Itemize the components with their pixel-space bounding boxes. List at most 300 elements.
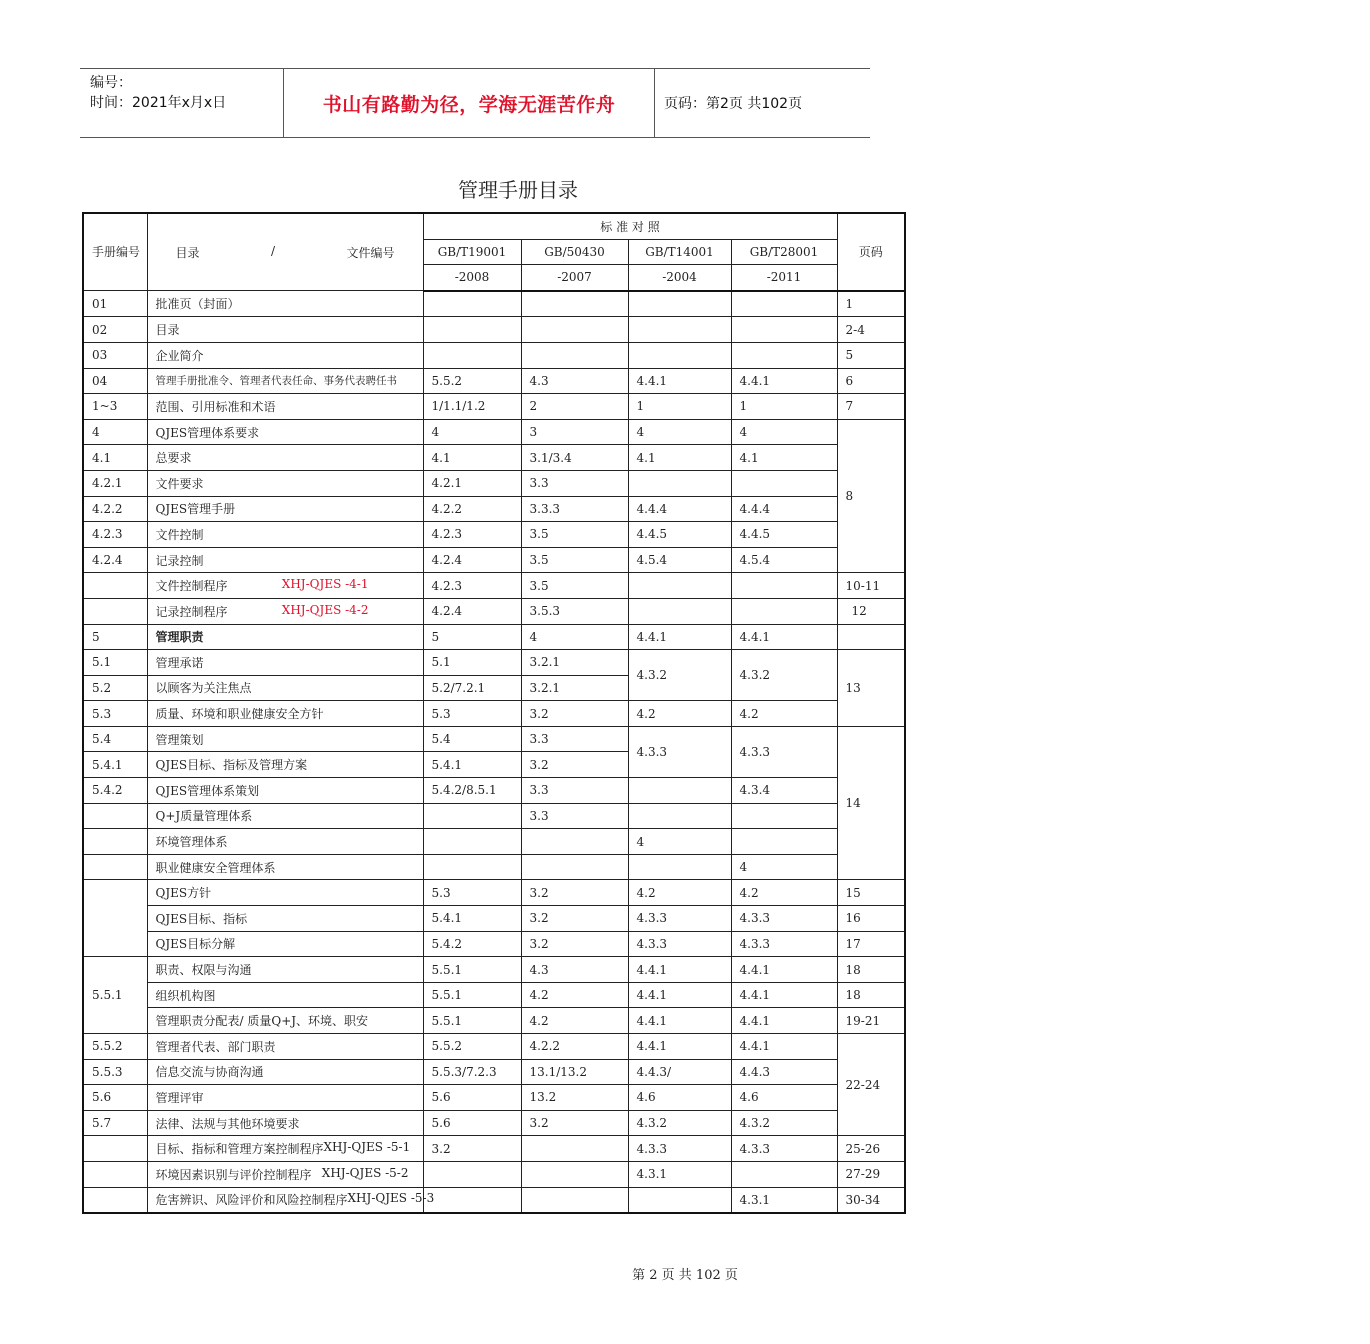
cell-manual-number [83,854,147,880]
cell-std-gbt28001 [731,1161,837,1187]
cell-std-gbt19001: 4 [423,419,521,445]
cell-std-gbt19001: 5.5.2 [423,1034,521,1060]
cell-std-gbt28001: 4 [731,419,837,445]
cell-std-gbt14001: 4.4.1 [628,1008,731,1034]
cell-toc-title [147,803,423,829]
cell-std-gbt19001: 4.2.4 [423,547,521,573]
cell-std-gb50430: 3.3 [521,470,628,496]
cell-std-gb50430 [521,342,628,368]
cell-std-gbt14001: 4.4.3/ [628,1059,731,1085]
cell-std-gbt28001 [731,342,837,368]
table-row [83,650,905,676]
cell-std-gb50430 [521,1161,628,1187]
cell-std-gbt14001: 4.3.3 [628,1136,731,1162]
cell-std-gbt14001 [628,1187,731,1213]
cell-toc-title [147,752,423,778]
cell-std-gbt19001: 5.4.2/8.5.1 [423,778,521,804]
cell-std-gbt28001: 4.3.1 [731,1187,837,1213]
toc-title-text: 危害辨识、风险评价和风险控制程序 [155,1193,348,1208]
cell-manual-number: 5.6 [83,1085,147,1111]
cell-std-gbt19001 [423,317,521,343]
toc-title-text: 信息交流与协商沟通 [155,1065,264,1080]
cell-std-gbt19001: 5.4.1 [423,752,521,778]
cell-std-gbt14001: 4.4.4 [628,496,731,522]
cell-page: 18 [837,982,905,1008]
table-row [83,778,905,804]
table-row [83,854,905,880]
table-row [83,1059,905,1085]
header-std-gbt14001: GB/T14001 [628,239,731,265]
cell-std-gb50430: 2 [521,394,628,420]
toc-title-text: 企业简介 [155,348,204,363]
cell-std-gbt28001 [731,803,837,829]
cell-std-gbt14001 [628,598,731,624]
cell-toc-title [147,1136,423,1162]
table-row [83,368,905,394]
toc-title-text: 职责、权限与沟通 [155,963,252,978]
cell-std-gbt28001: 4.4.1 [731,957,837,983]
cell-page [837,624,905,650]
table-row [83,803,905,829]
cell-std-gbt19001: 4.2.3 [423,573,521,599]
toc-document-number: XHJ-QJES -5-2 [321,1165,409,1180]
cell-page: 16 [837,906,905,932]
cell-std-gb50430: 3.3.3 [521,496,628,522]
cell-std-gbt19001: 5.5.1 [423,982,521,1008]
cell-std-gbt28001 [731,470,837,496]
header-std-gbt28001: GB/T28001 [731,239,837,265]
cell-std-gbt19001: 5.4.2 [423,931,521,957]
cell-std-gbt19001 [423,1187,521,1213]
cell-std-gbt19001 [423,342,521,368]
cell-page: 22-24 [837,1034,905,1136]
cell-std-gbt14001 [628,470,731,496]
table-row [83,829,905,855]
cell-toc-title [147,829,423,855]
cell-toc-title [147,854,423,880]
toc-title-text: 环境管理体系 [155,835,228,850]
cell-std-gbt19001: 5.6 [423,1110,521,1136]
cell-std-gbt14001: 4.3.2 [628,1110,731,1136]
cell-manual-number [83,803,147,829]
cell-toc-title [147,1161,423,1187]
cell-toc-title [147,1110,423,1136]
cell-std-gbt28001: 4.4.3 [731,1059,837,1085]
cell-toc-title [147,368,423,394]
header-std-gbt19001: GB/T19001 [423,239,521,265]
table-row [83,1187,905,1213]
table-row [83,496,905,522]
cell-manual-number: 4.2.3 [83,522,147,548]
cell-std-gb50430: 4 [521,624,628,650]
cell-toc-title [147,573,423,599]
cell-std-gb50430 [521,854,628,880]
cell-page: 17 [837,931,905,957]
cell-page: 30-34 [837,1187,905,1213]
cell-manual-number: 5.2 [83,675,147,701]
cell-toc-title [147,701,423,727]
table-row [83,1085,905,1111]
cell-std-gbt14001: 4.1 [628,445,731,471]
cell-manual-number: 5.4.1 [83,752,147,778]
cell-manual-number: 03 [83,342,147,368]
cell-page: 15 [837,880,905,906]
cell-manual-number: 1~3 [83,394,147,420]
cell-std-gbt19001: 5.3 [423,701,521,727]
header-slash: / [270,243,276,258]
cell-manual-number: 5.7 [83,1110,147,1136]
cell-std-gbt28001: 4.2 [731,701,837,727]
cell-std-gbt19001: 5.5.2 [423,368,521,394]
cell-std-gbt14001: 4.4.1 [628,1034,731,1060]
table-row [83,624,905,650]
cell-toc-title [147,342,423,368]
cell-std-gbt19001 [423,854,521,880]
cell-std-gb50430: 3.3 [521,778,628,804]
cell-toc-title [147,1085,423,1111]
table-row [83,445,905,471]
header-std-year: -2008 [423,265,521,291]
cell-page: 2-4 [837,317,905,343]
cell-std-gbt14001: 4.3.3 [628,931,731,957]
cell-manual-number [83,573,147,599]
cell-manual-number: 4.2.2 [83,496,147,522]
cell-manual-number: 5.4 [83,726,147,752]
toc-title-text: 法律、法规与其他环境要求 [155,1116,300,1131]
cell-toc-title [147,470,423,496]
cell-std-gbt28001: 4.6 [731,1085,837,1111]
cell-std-gbt14001: 4.4.1 [628,957,731,983]
header-toc [147,213,423,291]
cell-std-gbt19001: 5.5.3/7.2.3 [423,1059,521,1085]
cell-std-gbt19001: 4.2.3 [423,522,521,548]
cell-manual-number [83,1136,147,1162]
cell-page: 10-11 [837,573,905,599]
toc-title-text: QJES目标、指标及管理方案 [155,758,308,773]
cell-std-gb50430: 3.3 [521,803,628,829]
cell-std-gb50430 [521,317,628,343]
cell-std-gbt28001: 4.2 [731,880,837,906]
cell-std-gbt28001: 4.3.3 [731,726,837,777]
cell-manual-number: 02 [83,317,147,343]
cell-manual-number: 5.4.2 [83,778,147,804]
table-row [83,701,905,727]
header-toc-label: 目录 [175,245,200,260]
cell-std-gbt28001: 4.4.1 [731,624,837,650]
toc-title-text: QJES管理手册 [155,502,236,517]
cell-std-gbt14001 [628,317,731,343]
cell-std-gb50430: 4.2.2 [521,1034,628,1060]
header-motto: 书山有路勤为径，学海无涯苦作舟 [322,93,616,116]
cell-std-gbt19001: 5.4 [423,726,521,752]
cell-toc-title [147,522,423,548]
toc-title-text: QJES管理体系要求 [155,425,260,440]
cell-std-gbt28001: 4.4.1 [731,1034,837,1060]
cell-std-gbt19001: 5 [423,624,521,650]
cell-std-gb50430: 3.2.1 [521,675,628,701]
cell-std-gbt28001: 4.3.3 [731,1136,837,1162]
table-row [83,1034,905,1060]
toc-title-text: 管理手册批准令、管理者代表任命、事务代表聘任书 [155,374,397,387]
table-row [83,317,905,343]
table-row [83,726,905,752]
cell-std-gbt14001 [628,291,731,317]
cell-std-gbt28001: 4.3.4 [731,778,837,804]
cell-std-gbt14001: 4.5.4 [628,547,731,573]
cell-std-gbt19001: 5.6 [423,1085,521,1111]
cell-std-gbt14001: 1 [628,394,731,420]
cell-std-gbt14001: 4.4.1 [628,982,731,1008]
cell-toc-title [147,547,423,573]
cell-toc-title [147,726,423,752]
cell-std-gbt28001 [731,573,837,599]
cell-page: 13 [837,650,905,727]
cell-std-gbt28001: 4.5.4 [731,547,837,573]
cell-toc-title [147,1008,423,1034]
table-row [83,342,905,368]
cell-toc-title [147,317,423,343]
cell-std-gbt19001: 1/1.1/1.2 [423,394,521,420]
cell-toc-title [147,445,423,471]
table-row [83,394,905,420]
header-manual-number: 手册编号 [83,213,147,291]
cell-std-gb50430: 4.2 [521,982,628,1008]
cell-manual-number: 4.1 [83,445,147,471]
cell-manual-number: 5 [83,624,147,650]
header-std-year: -2011 [731,265,837,291]
cell-manual-number: 4 [83,419,147,445]
cell-std-gbt19001: 4.2.1 [423,470,521,496]
cell-std-gb50430: 3.5 [521,522,628,548]
table-header-row [83,213,905,239]
cell-manual-number: 04 [83,368,147,394]
cell-page: 19-21 [837,1008,905,1034]
cell-toc-title [147,675,423,701]
cell-std-gbt28001: 4.4.5 [731,522,837,548]
table-row [83,880,905,906]
table-row [83,598,905,624]
toc-title-text: 范围、引用标准和术语 [155,399,276,414]
toc-title-text: 记录控制程序 [155,604,228,619]
cell-std-gbt28001: 1 [731,394,837,420]
cell-toc-title [147,880,423,906]
toc-title-text: 目录 [155,323,180,338]
cell-std-gb50430: 3.2 [521,701,628,727]
toc-title-text: 文件要求 [155,476,204,491]
cell-std-gb50430: 3.2 [521,1110,628,1136]
toc-document-number: XHJ-QJES -5-3 [347,1191,435,1206]
table-row [83,291,905,317]
cell-std-gb50430: 4.2 [521,1008,628,1034]
table-row [83,522,905,548]
cell-std-gb50430: 4.3 [521,368,628,394]
cell-std-gbt19001: 5.5.1 [423,1008,521,1034]
cell-std-gbt28001: 4.4.4 [731,496,837,522]
toc-title-text: 管理职责 [155,630,204,645]
cell-manual-number: 4.2.1 [83,470,147,496]
cell-std-gb50430: 3.5 [521,573,628,599]
cell-std-gbt14001 [628,573,731,599]
cell-std-gb50430: 3.3 [521,726,628,752]
table-row [83,419,905,445]
cell-std-gb50430 [521,1187,628,1213]
toc-title-text: 目标、指标和管理方案控制程序 [155,1142,324,1157]
cell-manual-number [83,1161,147,1187]
cell-std-gbt14001: 4.2 [628,880,731,906]
toc-title-text: 管理者代表、部门职责 [155,1039,276,1054]
cell-std-gbt14001: 4.3.3 [628,906,731,932]
header-page-info: 页码：第2页 共102页 [664,96,803,112]
cell-toc-title [147,419,423,445]
cell-std-gbt19001 [423,291,521,317]
manual-toc-table [82,212,906,1214]
toc-title-text: 文件控制程序 [155,579,228,594]
header-divider [654,69,655,137]
table-row [83,931,905,957]
document-number-label: 编号： [90,75,132,91]
document-title: 管理手册目录 [458,178,578,202]
table-row [83,957,905,983]
cell-page: 25-26 [837,1136,905,1162]
cell-std-gb50430: 13.2 [521,1085,628,1111]
cell-std-gbt28001 [731,291,837,317]
cell-toc-title [147,1187,435,1213]
cell-toc-title [147,1059,423,1085]
document-date-label: 时间：2021年x月x日 [90,95,227,111]
cell-std-gbt28001: 4.4.1 [731,982,837,1008]
cell-std-gb50430 [521,1136,628,1162]
toc-title-text: 质量、环境和职业健康安全方针 [155,707,324,722]
cell-std-gbt28001: 4.4.1 [731,1008,837,1034]
cell-page: 14 [837,726,905,880]
header-std-year: -2007 [521,265,628,291]
toc-title-text: 总要求 [155,451,192,466]
cell-toc-title [147,957,423,983]
toc-title-text: 管理评审 [155,1090,204,1105]
cell-std-gb50430 [521,291,628,317]
cell-manual-number [83,1187,147,1213]
cell-std-gb50430: 13.1/13.2 [521,1059,628,1085]
cell-page: 18 [837,957,905,983]
cell-std-gbt28001 [731,598,837,624]
cell-std-gbt28001: 4.3.2 [731,650,837,701]
toc-title-text: QJES目标、指标 [155,911,248,926]
header-std-year: -2004 [628,265,731,291]
cell-toc-title [147,906,423,932]
cell-manual-number: 01 [83,291,147,317]
cell-page: 1 [837,291,905,317]
cell-toc-title [147,624,423,650]
cell-manual-number [83,880,147,957]
cell-manual-number: 5.5.1 [83,957,147,1034]
page-header [80,68,870,138]
cell-toc-title [147,291,423,317]
header-standards: 标 准 对 照 [423,213,837,239]
toc-title-text: 管理策划 [155,732,204,747]
toc-title-text: QJES管理体系策划 [155,783,260,798]
cell-manual-number: 4.2.4 [83,547,147,573]
cell-std-gbt28001: 4.1 [731,445,837,471]
cell-std-gbt28001: 4.4.1 [731,368,837,394]
cell-std-gbt28001 [731,829,837,855]
cell-std-gb50430: 3.2 [521,752,628,778]
toc-title-text: 管理承诺 [155,655,204,670]
toc-title-text: 记录控制 [155,553,204,568]
cell-std-gbt14001: 4 [628,419,731,445]
cell-page: 7 [837,394,905,420]
cell-std-gbt28001 [731,317,837,343]
cell-std-gbt19001: 3.2 [423,1136,521,1162]
toc-document-number: XHJ-QJES -5-1 [323,1140,411,1155]
cell-page: 27-29 [837,1161,905,1187]
toc-title-text: 以顾客为关注焦点 [155,681,252,696]
cell-toc-title [147,394,423,420]
cell-std-gbt14001: 4.3.2 [628,650,731,701]
cell-std-gbt19001: 5.4.1 [423,906,521,932]
toc-title-text: 环境因素识别与评价控制程序 [155,1167,312,1182]
cell-std-gb50430: 3.2 [521,880,628,906]
cell-std-gb50430: 3.2.1 [521,650,628,676]
cell-std-gbt19001: 4.2.2 [423,496,521,522]
cell-std-gbt14001 [628,342,731,368]
cell-std-gbt19001: 5.3 [423,880,521,906]
toc-title-text: 组织机构图 [155,988,216,1003]
cell-std-gbt19001 [423,803,521,829]
cell-std-gbt14001: 4.4.1 [628,368,731,394]
cell-manual-number: 5.5.2 [83,1034,147,1060]
cell-std-gbt14001: 4.2 [628,701,731,727]
cell-manual-number: 5.3 [83,701,147,727]
table-row [83,1161,905,1187]
table-row [83,1136,905,1162]
table-row [83,470,905,496]
cell-std-gbt14001: 4.4.1 [628,624,731,650]
cell-std-gbt19001: 5.2/7.2.1 [423,675,521,701]
table-row [83,906,905,932]
toc-title-text: QJES方针 [155,886,212,901]
toc-title-text: 管理职责分配表/ 质量Q+J、环境、职安 [155,1014,369,1029]
cell-std-gb50430 [521,829,628,855]
cell-std-gbt19001: 5.5.1 [423,957,521,983]
cell-std-gbt19001: 4.2.4 [423,598,521,624]
cell-manual-number [83,598,147,624]
cell-page: 8 [837,419,905,573]
cell-std-gb50430: 3.2 [521,931,628,957]
cell-toc-title [147,778,423,804]
cell-toc-title [147,1034,423,1060]
cell-std-gb50430: 3.5 [521,547,628,573]
header-page: 页码 [837,213,905,291]
toc-title-text: Q+J质量管理体系 [155,809,253,824]
cell-toc-title [147,598,423,624]
cell-std-gbt19001 [423,829,521,855]
cell-std-gbt14001: 4 [628,829,731,855]
cell-manual-number [83,829,147,855]
table-row [83,1110,905,1136]
cell-std-gbt28001: 4.3.3 [731,931,837,957]
cell-toc-title [147,496,423,522]
cell-page: 6 [837,368,905,394]
cell-toc-title [147,931,423,957]
cell-std-gbt19001: 4.1 [423,445,521,471]
cell-toc-title [147,982,423,1008]
cell-page: 5 [837,342,905,368]
cell-std-gbt14001 [628,803,731,829]
cell-std-gbt14001 [628,854,731,880]
cell-std-gbt19001 [423,1161,521,1187]
cell-std-gbt14001: 4.4.5 [628,522,731,548]
cell-std-gbt14001: 4.6 [628,1085,731,1111]
